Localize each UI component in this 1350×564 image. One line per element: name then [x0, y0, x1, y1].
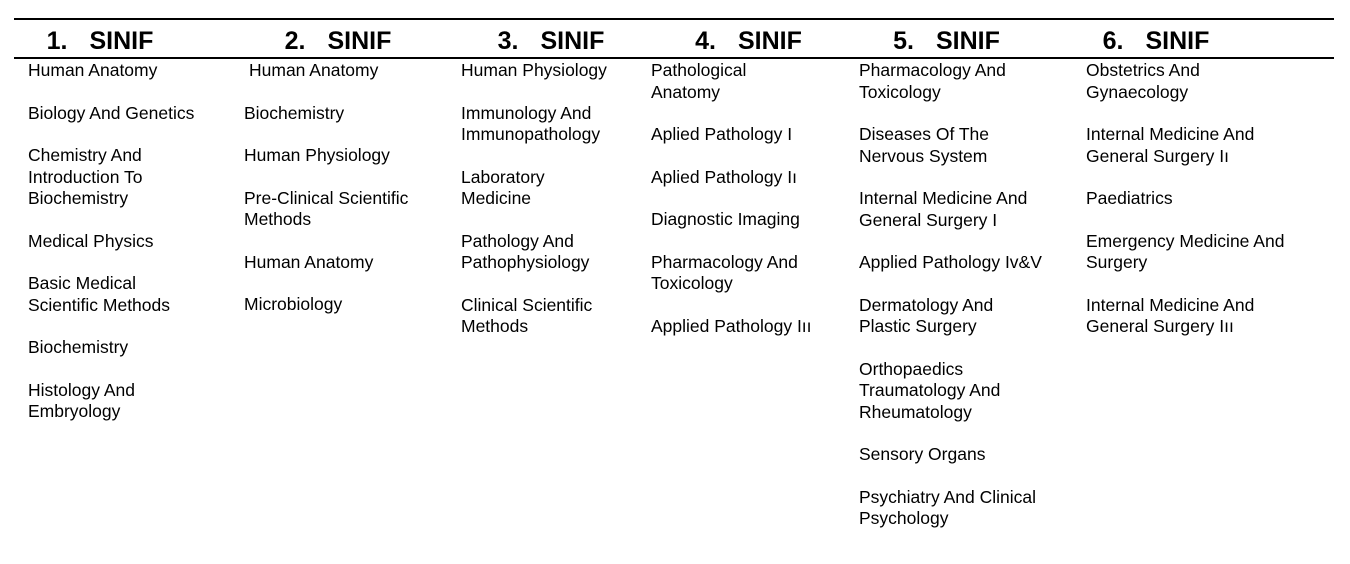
- course-item: Internal Medicine And General Surgery Iıı: [1086, 294, 1255, 336]
- course-item: Microbiology: [244, 294, 343, 314]
- column-header: [651, 22, 846, 58]
- course-item: Orthopaedics Traumatology And Rheumatology: [859, 358, 1001, 422]
- course-list: [1086, 60, 1326, 338]
- course-list: [28, 60, 228, 423]
- column-header: [238, 22, 438, 58]
- header-label: SINIF: [89, 27, 154, 55]
- header-label: SINIF: [935, 27, 1000, 55]
- header-number: 5.: [893, 27, 914, 55]
- course-item: Internal Medicine And General Surgery Iı: [1086, 124, 1255, 166]
- course-item: Applied Pathology Iıı: [651, 315, 812, 336]
- header-label: SINIF: [540, 27, 605, 55]
- header-number: 2.: [284, 27, 306, 55]
- course-item: Aplied Pathology I: [651, 124, 793, 144]
- header-label: SINIF: [327, 27, 392, 55]
- header-label: SINIF: [737, 27, 802, 55]
- column-year-2: [244, 22, 444, 337]
- course-item: Human Anatomy: [249, 60, 379, 80]
- course-item: Pathology And Pathophysiology: [461, 230, 590, 272]
- top-rule: [14, 18, 1334, 20]
- course-item: Paediatrics: [1086, 188, 1173, 208]
- course-item: Psychiatry And Clinical Psychology: [859, 486, 1037, 528]
- column-header: [1036, 22, 1276, 58]
- course-item: Dermatology And Plastic Surgery: [859, 294, 994, 336]
- course-item: Human Anatomy: [28, 60, 158, 80]
- column-year-6: [1086, 22, 1326, 359]
- course-item: Diagnostic Imaging: [651, 209, 800, 229]
- column-year-1: [28, 22, 228, 444]
- course-item: Human Anatomy: [244, 251, 374, 272]
- course-item: Sensory Organs: [859, 444, 986, 464]
- course-item: Basic Medical Scientific Methods: [28, 273, 171, 315]
- course-item: Human Physiology: [244, 145, 390, 165]
- course-item: Pre-Clinical Scientific Methods: [244, 187, 409, 229]
- column-year-3: [461, 22, 641, 359]
- course-item: Aplied Pathology Iı: [651, 166, 797, 187]
- course-item: Biochemistry: [244, 102, 345, 123]
- column-year-5: [859, 22, 1074, 551]
- header-number: 6.: [1102, 27, 1124, 55]
- course-item: Biology And Genetics: [28, 102, 195, 123]
- course-item: Medical Physics: [28, 230, 154, 251]
- course-item: Histology And Embryology: [28, 379, 136, 421]
- column-header: [0, 22, 200, 58]
- course-item: Obstetrics And Gynaecology: [1086, 60, 1200, 102]
- course-item: Applied Pathology Iv&V: [859, 252, 1042, 272]
- course-item: Pharmacology And Toxicology: [651, 251, 798, 293]
- column-header: [839, 22, 1054, 58]
- header-number: 3.: [497, 27, 519, 55]
- course-item: Laboratory Medicine: [461, 166, 545, 208]
- header-label: SINIF: [1145, 27, 1210, 55]
- course-item: Immunology And Immunopathology: [461, 102, 601, 144]
- header-number: 4.: [695, 27, 716, 55]
- course-list: [244, 60, 444, 316]
- course-item: Diseases Of The Nervous System: [859, 124, 990, 166]
- course-item: Pharmacology And Toxicology: [859, 60, 1006, 102]
- course-list: [651, 60, 846, 337]
- course-item: Pathological Anatomy: [651, 60, 747, 102]
- course-item: Emergency Medicine And Surgery: [1086, 230, 1285, 272]
- course-item: Human Physiology: [461, 60, 607, 80]
- course-list: [461, 60, 641, 338]
- course-item: Clinical Scientific Methods: [461, 294, 593, 336]
- course-list: [859, 60, 1074, 530]
- course-item: Internal Medicine And General Surgery I: [859, 188, 1028, 230]
- column-header: [461, 22, 641, 58]
- course-item: Biochemistry: [28, 337, 129, 357]
- column-year-4: [651, 22, 846, 358]
- header-number: 1.: [46, 27, 68, 55]
- course-item: Chemistry And Introduction To Biochemistry: [28, 145, 143, 208]
